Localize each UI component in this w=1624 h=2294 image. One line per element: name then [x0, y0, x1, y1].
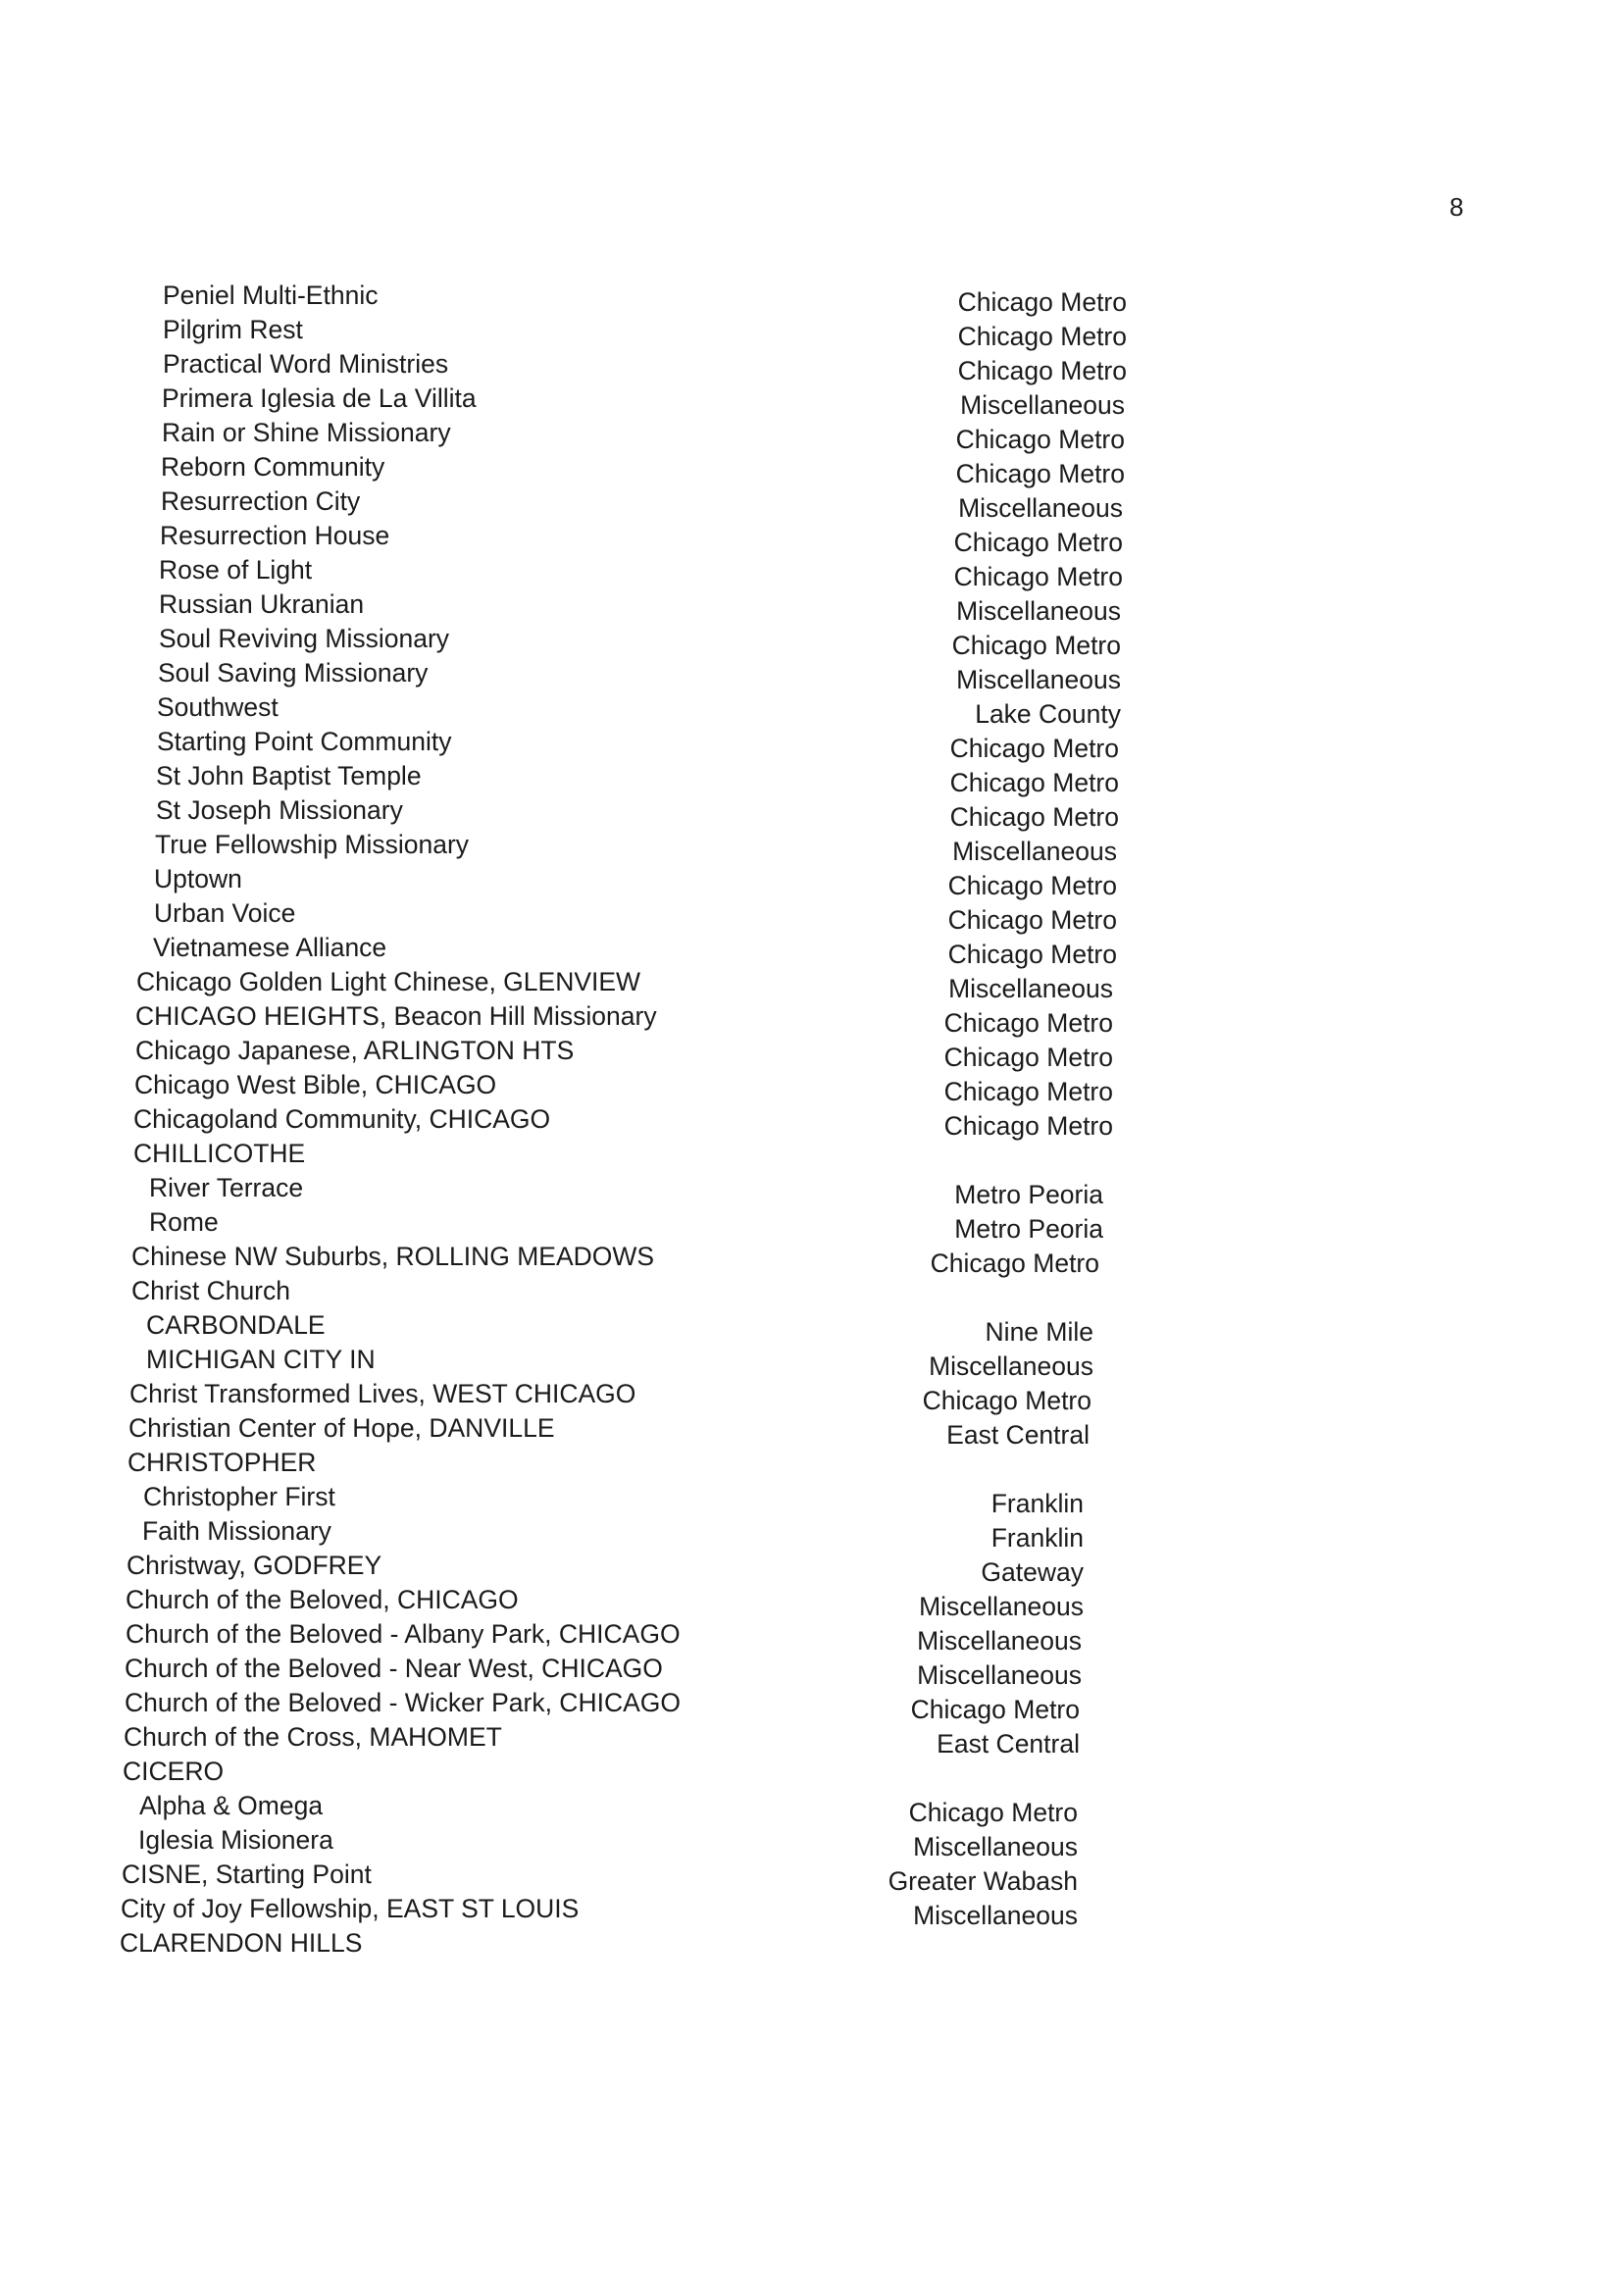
list-item: Church of the Beloved - Wicker Park, CHICAGO [125, 1688, 681, 1717]
region-label: Miscellaneous [917, 1660, 1082, 1690]
region-label: Chicago Metro [947, 871, 1117, 900]
list-item: Church of the Beloved - Near West, CHICAGO [125, 1654, 663, 1683]
region-label: Miscellaneous [958, 493, 1123, 523]
list-item: Christway, GODFREY [127, 1551, 382, 1580]
region-label: Metro Peoria [954, 1214, 1103, 1244]
region-label: Miscellaneous [956, 596, 1121, 626]
region-label: East Central [946, 1420, 1090, 1450]
region-label: Lake County [975, 699, 1121, 729]
region-label: Miscellaneous [960, 390, 1125, 420]
region-label: Chicago Metro [957, 287, 1127, 317]
list-item: CHICAGO HEIGHTS, Beacon Hill Missionary [135, 1001, 657, 1031]
list-item: Russian Ukranian [159, 589, 365, 619]
list-item: Urban Voice [154, 898, 296, 928]
region-label: Miscellaneous [929, 1351, 1093, 1381]
region-label: Miscellaneous [952, 837, 1117, 866]
region-label: Chicago Metro [951, 631, 1121, 660]
region-label: Chicago Metro [922, 1386, 1091, 1415]
list-item: Chicago West Bible, CHICAGO [134, 1070, 497, 1099]
list-item: Rose of Light [159, 555, 313, 585]
region-label: Metro Peoria [954, 1180, 1103, 1209]
list-item: Chinese NW Suburbs, ROLLING MEADOWS [131, 1242, 655, 1271]
list-item: Resurrection House [160, 521, 390, 550]
list-item: Primera Iglesia de La Villita [162, 383, 477, 413]
region-label: Chicago Metro [949, 768, 1119, 797]
list-item: Resurrection City [161, 486, 361, 516]
list-item: Pilgrim Rest [163, 315, 303, 344]
region-label: Chicago Metro [949, 734, 1119, 763]
list-item: Vietnamese Alliance [153, 933, 387, 962]
list-item: Chicago Japanese, ARLINGTON HTS [135, 1036, 575, 1065]
region-label: Chicago Metro [955, 459, 1125, 488]
list-item: Alpha & Omega [139, 1791, 324, 1820]
list-item: Christ Church [131, 1276, 290, 1305]
region-label: Nine Mile [985, 1317, 1093, 1347]
region-label: Chicago Metro [947, 905, 1117, 935]
list-item: CISNE, Starting Point [122, 1860, 372, 1889]
region-label: Miscellaneous [913, 1901, 1078, 1930]
page-number: 8 [1449, 192, 1464, 222]
list-item: Christopher First [143, 1482, 335, 1511]
region-label: Miscellaneous [956, 665, 1121, 694]
list-item: Faith Missionary [142, 1516, 331, 1546]
list-item: Uptown [154, 864, 242, 893]
list-item: MICHIGAN CITY IN [146, 1345, 376, 1374]
list-item: CHILLICOTHE [133, 1139, 306, 1168]
list-item: Southwest [157, 692, 279, 722]
region-label: Chicago Metro [943, 1111, 1113, 1141]
region-label: Chicago Metro [957, 356, 1127, 385]
list-item: Rome [149, 1207, 219, 1237]
region-label: Chicago Metro [949, 802, 1119, 832]
region-label: Chicago Metro [930, 1249, 1099, 1278]
list-item: Soul Saving Missionary [158, 658, 429, 688]
list-item: River Terrace [149, 1173, 304, 1202]
list-item: St Joseph Missionary [156, 795, 403, 825]
list-item: Chicago Golden Light Chinese, GLENVIEW [136, 967, 641, 996]
list-item: Church of the Beloved - Albany Park, CHICAGO [126, 1619, 681, 1649]
region-label: Miscellaneous [917, 1626, 1082, 1656]
region-label: Miscellaneous [913, 1832, 1078, 1861]
list-item: Christian Center of Hope, DANVILLE [128, 1413, 555, 1443]
region-label: Franklin [990, 1523, 1084, 1553]
region-label: Miscellaneous [948, 974, 1113, 1003]
region-label: Chicago Metro [953, 528, 1123, 557]
list-item: True Fellowship Missionary [155, 830, 470, 859]
list-item: Church of the Cross, MAHOMET [124, 1722, 502, 1752]
list-item: CICERO [123, 1757, 225, 1786]
region-label: Chicago Metro [943, 1077, 1113, 1106]
region-label: Greater Wabash [888, 1866, 1078, 1896]
region-label: Chicago Metro [955, 425, 1125, 454]
list-item: Christ Transformed Lives, WEST CHICAGO [129, 1379, 636, 1408]
region-label: Miscellaneous [919, 1592, 1084, 1621]
list-item: CARBONDALE [146, 1310, 326, 1340]
region-label: Chicago Metro [953, 562, 1123, 591]
region-label: East Central [937, 1729, 1080, 1759]
region-label: Chicago Metro [947, 940, 1117, 969]
region-label: Gateway [981, 1557, 1084, 1587]
list-item: Soul Reviving Missionary [159, 624, 450, 653]
region-label: Chicago Metro [943, 1043, 1113, 1072]
list-item: City of Joy Fellowship, EAST ST LOUIS [121, 1894, 580, 1923]
list-item: Iglesia Misionera [138, 1825, 333, 1855]
list-item: Reborn Community [161, 452, 385, 482]
region-label: Chicago Metro [908, 1798, 1078, 1827]
region-label: Franklin [990, 1489, 1084, 1518]
list-item: Practical Word Ministries [163, 349, 449, 379]
list-item: CLARENDON HILLS [120, 1928, 363, 1958]
region-label: Chicago Metro [910, 1695, 1080, 1724]
list-item: Starting Point Community [157, 727, 452, 756]
list-item: Rain or Shine Missionary [162, 418, 451, 447]
list-item: Church of the Beloved, CHICAGO [126, 1585, 519, 1614]
region-label: Chicago Metro [957, 322, 1127, 351]
list-item: Peniel Multi-Ethnic [163, 280, 379, 310]
region-label: Chicago Metro [943, 1008, 1113, 1038]
list-item: St John Baptist Temple [156, 761, 422, 790]
list-item: CHRISTOPHER [127, 1448, 317, 1477]
list-item: Chicagoland Community, CHICAGO [133, 1104, 551, 1134]
